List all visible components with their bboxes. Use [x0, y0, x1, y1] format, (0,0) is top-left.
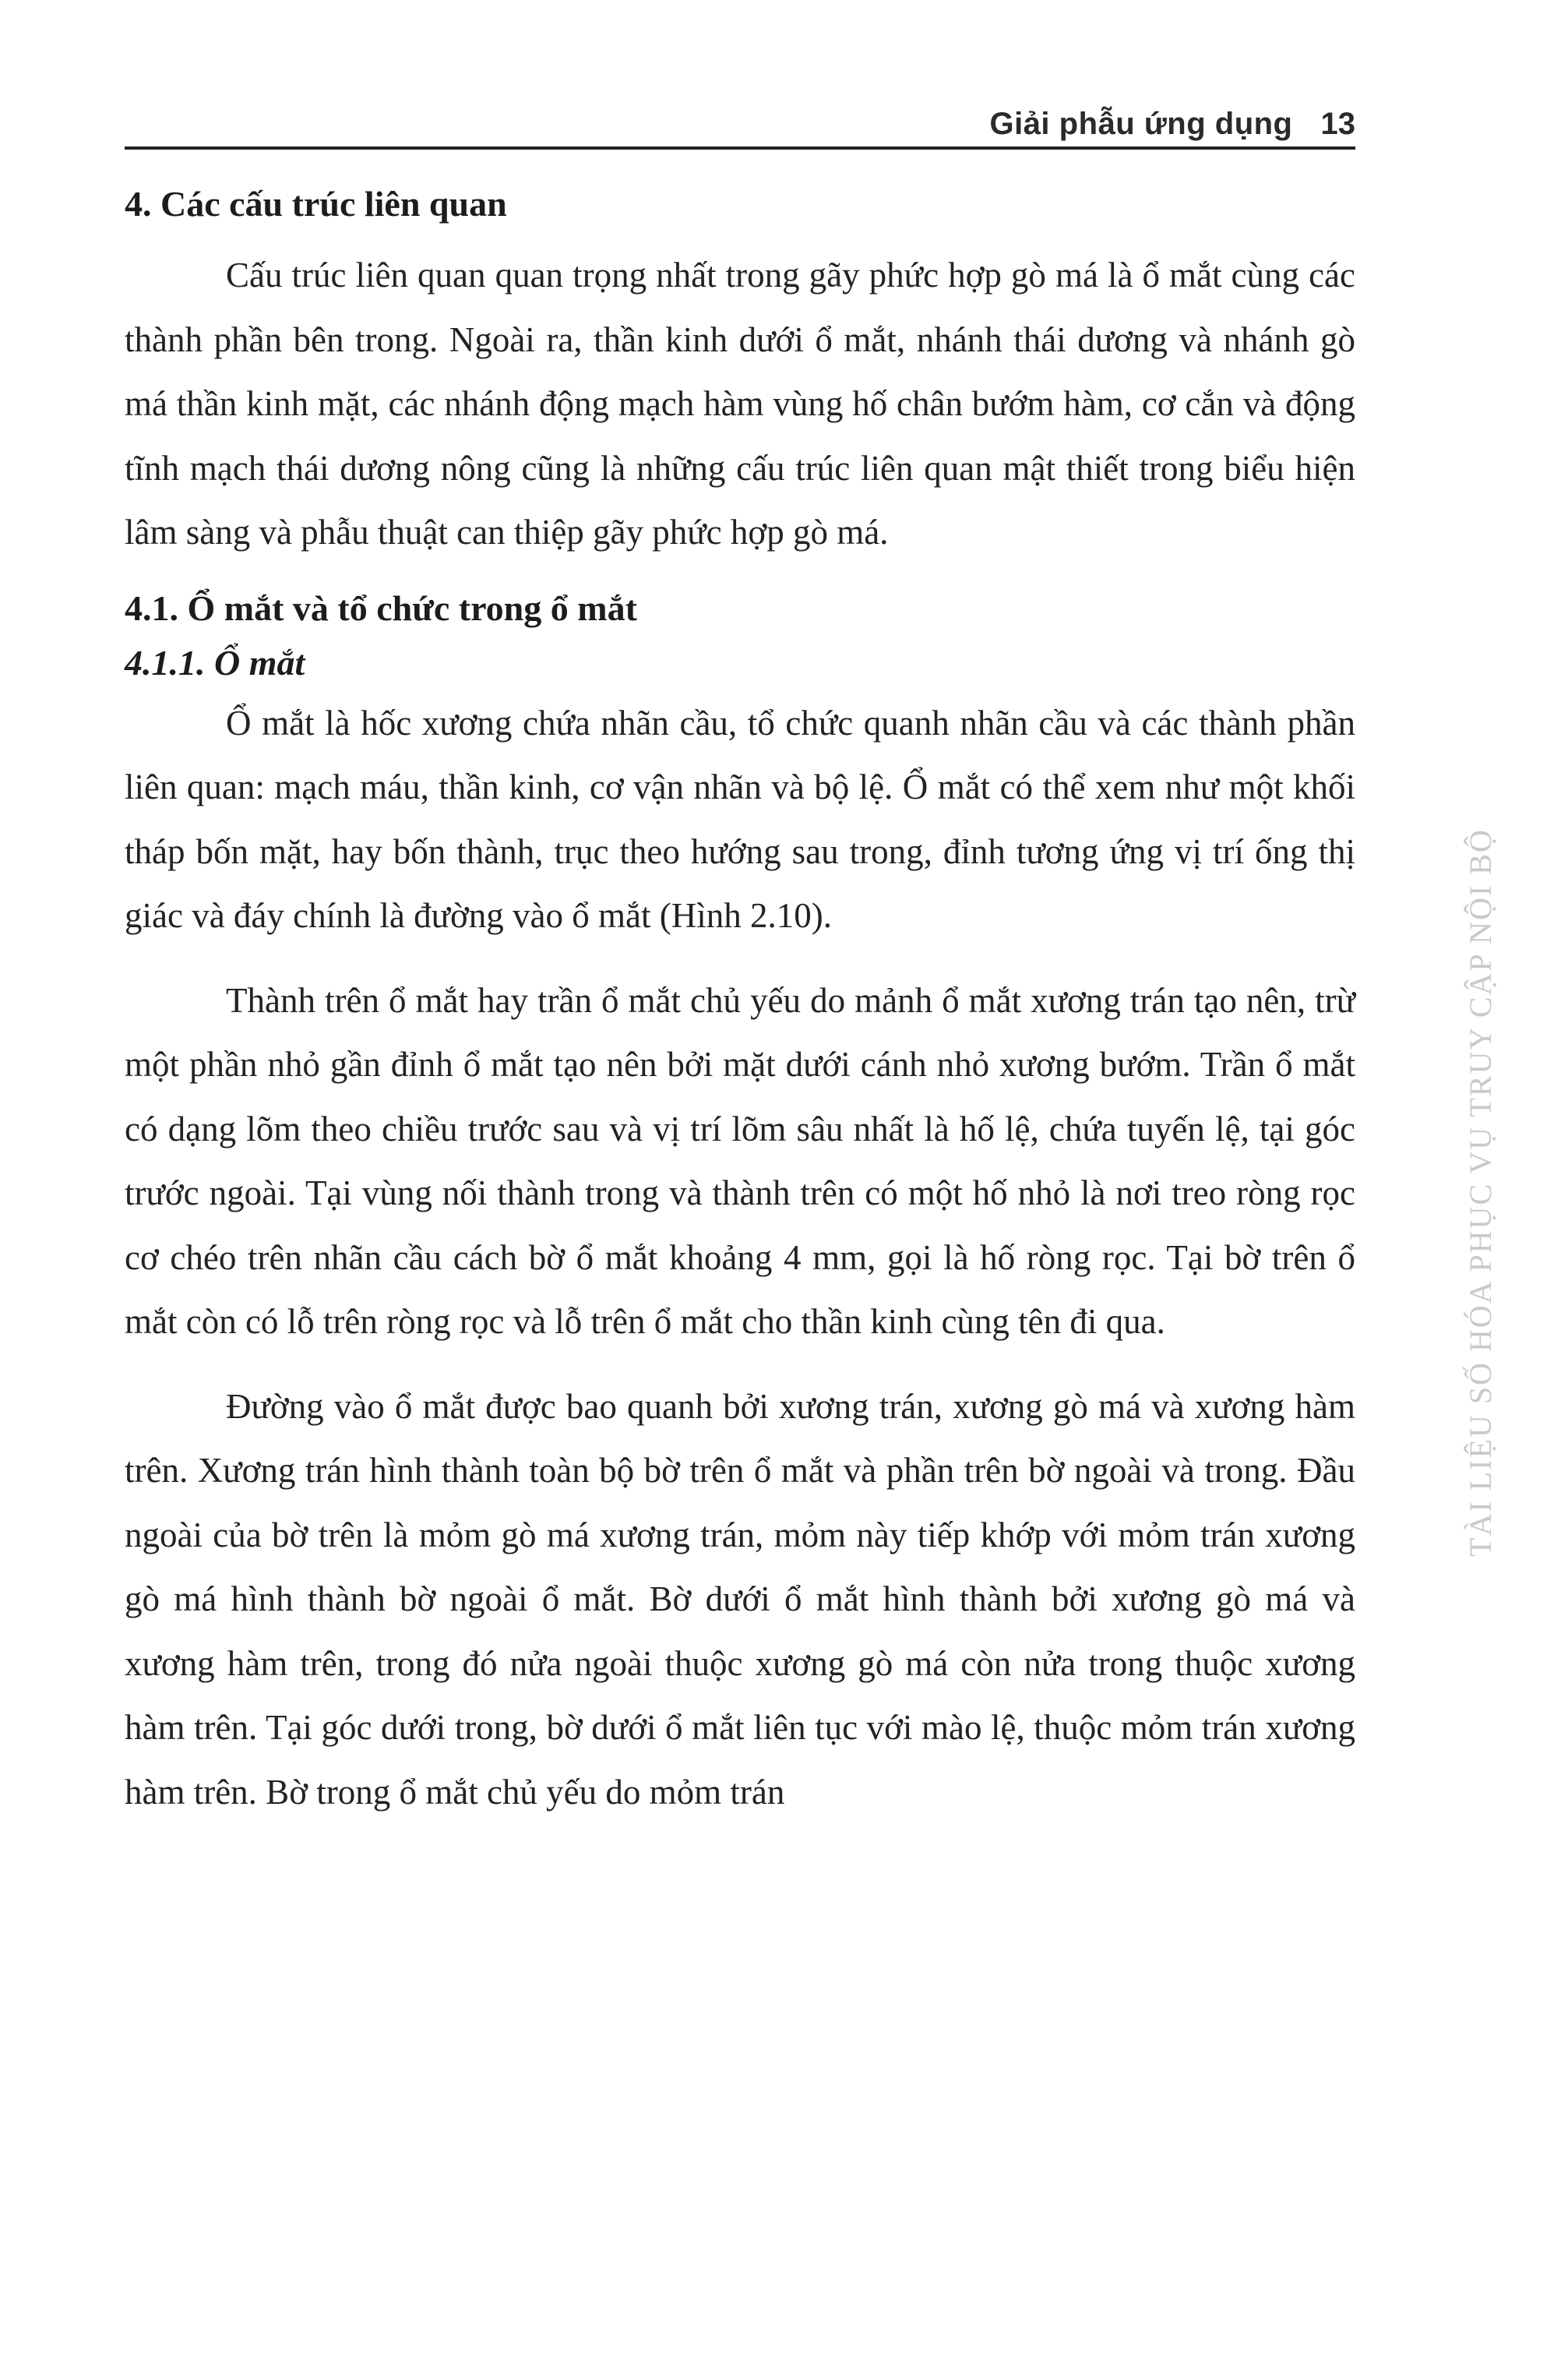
section-heading: 4. Các cấu trúc liên quan [125, 184, 507, 224]
subsubsection-heading: 4.1.1. Ổ mắt [125, 642, 305, 683]
vertical-watermark [1449, 717, 1511, 1667]
body-paragraph-3: Đường vào ổ mắt được bao quanh bởi xương trán, xương gò má và xương hàm trên. Xương trán hình thành toàn bộ bờ trên ổ mắt và phần trên bờ ngoài và trong. Đầu ngoài của bờ trên là mỏm gò má xương trán, mỏm này tiếp khớp với mỏm trán xương gò má hình thành bờ ngoài ổ mắt. Bờ dưới ổ mắt hình thành bởi xương gò má và xương hàm trên, trong đó nửa ngoài thuộc xương gò má còn nửa trong thuộc xương hàm trên. Tại góc dưới trong, bờ dưới ổ mắt liên tục với mào lệ, thuộc mỏm trán xương hàm trên. Bờ trong ổ mắt chủ yếu do mỏm trán [125, 1386, 1355, 1812]
body-paragraph-2: Thành trên ổ mắt hay trần ổ mắt chủ yếu do mảnh ổ mắt xương trán tạo nên, trừ một phần nhỏ gần đỉnh ổ mắt tạo nên bởi mặt dưới cánh nhỏ xương bướm. Trần ổ mắt có dạng lõm theo chiều trước sau và vị trí lõm sâu nhất là hố lệ, chứa tuyến lệ, tại góc trước ngoài. Tại vùng nối thành trong và thành trên có một hố nhỏ là nơi treo ròng rọc cơ chéo trên nhãn cầu cách bờ ổ mắt khoảng 4 mm, gọi là hố ròng rọc. Tại bờ trên ổ mắt còn có lỗ trên ròng rọc và lỗ trên ổ mắt cho thần kinh cùng tên đi qua. [125, 980, 1355, 1341]
section-paragraph: Cấu trúc liên quan quan trọng nhất trong gãy phức hợp gò má là ổ mắt cùng các thành phần bên trong. Ngoài ra, thần kinh dưới ổ mắt, nhánh thái dương và nhánh gò má thần kinh mặt, các nhánh động mạch hàm vùng hố chân bướm hàm, cơ cắn và động tĩnh mạch thái dương nông cũng là những cấu trúc liên quan mật thiết trong biểu hiện lâm sàng và phẫu thuật can thiệp gãy phức hợp gò má. [125, 256, 1355, 552]
subsection-heading: 4.1. Ổ mắt và tổ chức trong ổ mắt [125, 587, 637, 628]
running-header-title: Giải phẫu ứng dụng [989, 107, 1293, 141]
body-paragraph-1: Ổ mắt là hốc xương chứa nhãn cầu, tổ chức quanh nhãn cầu và các thành phần liên quan: mạch máu, thần kinh, cơ vận nhãn và bộ lệ. Ổ mắt có thể xem như một khối tháp bốn mặt, hay bốn thành, trục theo hướng sau trong, đỉnh tương ứng vị trí ống thị giác và đáy chính là đường vào ổ mắt (Hình 2.10). [125, 703, 1355, 935]
page-number: 13 [1320, 107, 1355, 141]
page-content [125, 181, 1355, 1844]
watermark-text: TÀI LIỆU SỐ HÓA PHỤC VỤ TRUY CẬP NỘI BỘ [1462, 827, 1498, 1557]
running-header [125, 87, 1355, 150]
